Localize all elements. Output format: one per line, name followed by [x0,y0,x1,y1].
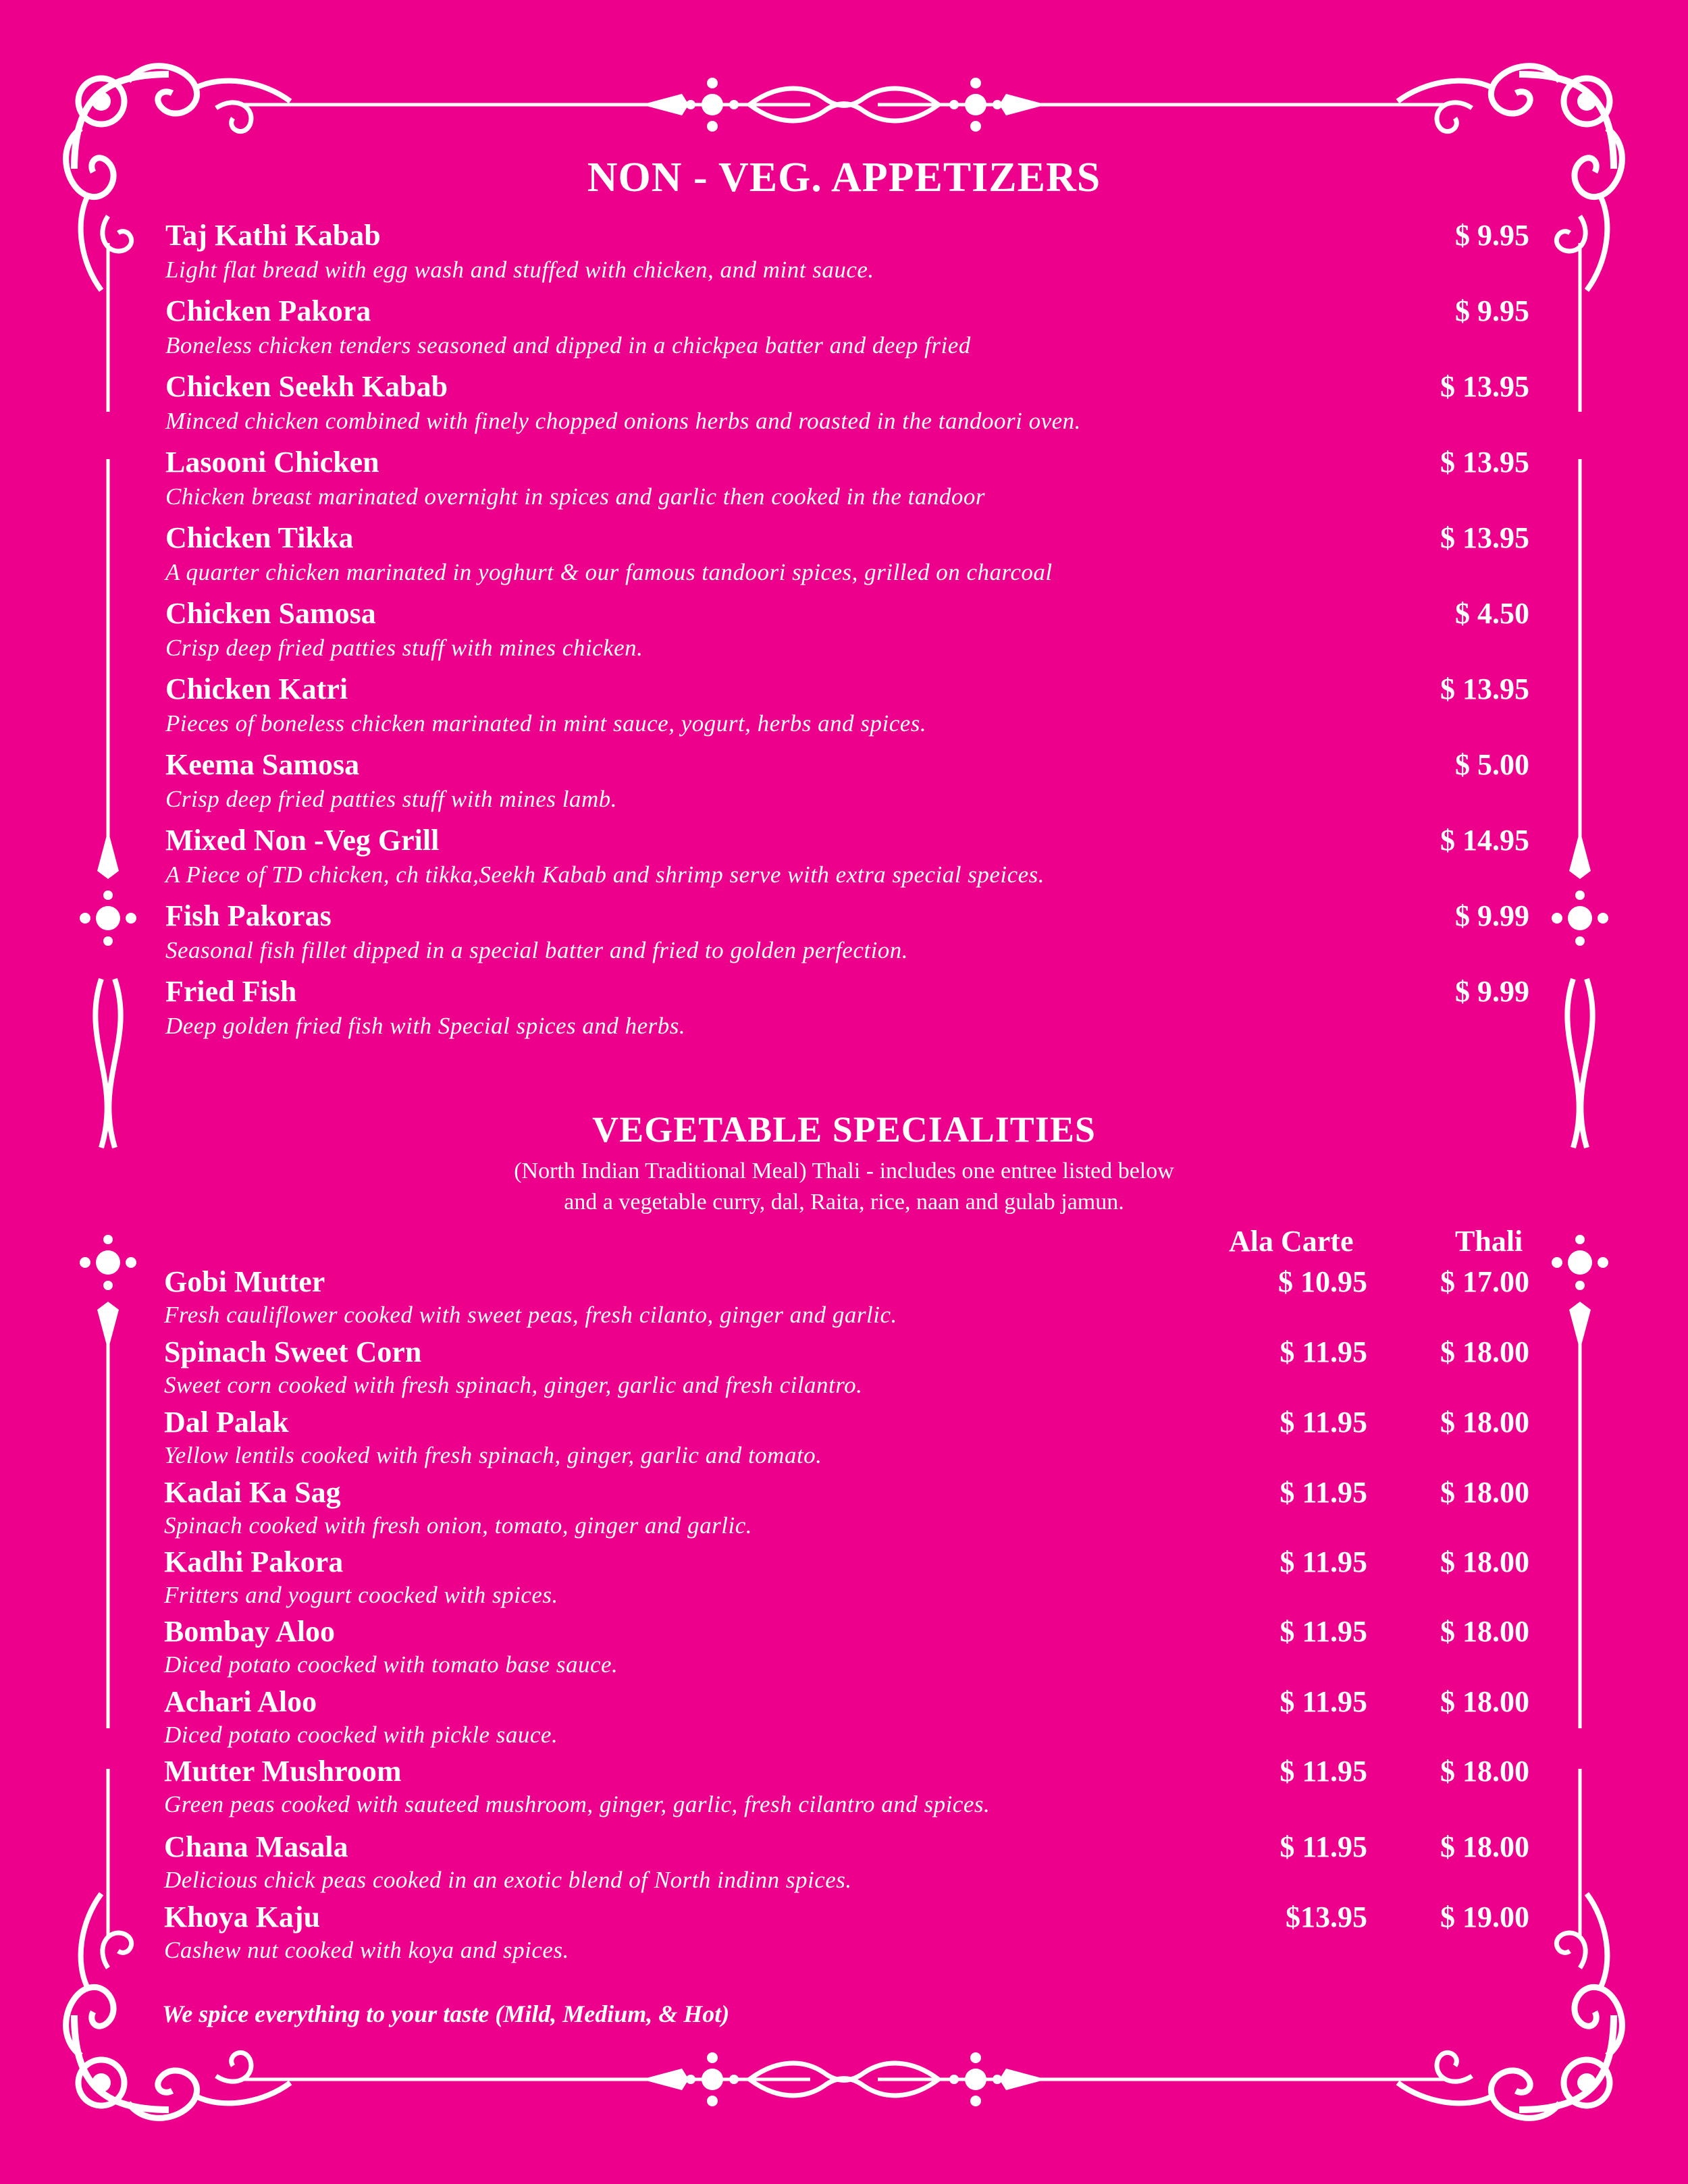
item-price-thali: $ 18.00 [1440,1545,1529,1578]
item-name: Kadai Ka Sag [164,1476,341,1509]
vegetable-item [164,1899,1529,1969]
vegetable-item [164,1684,1529,1754]
vegetable-item [164,1264,1529,1334]
item-price: $ 9.95 [1455,219,1529,252]
item-description: Light flat bread with egg wash and stuffed with chicken, and mint sauce. [165,257,874,283]
appetizer-item [165,898,1529,972]
item-description: A quarter chicken marinated in yoghurt & our famous tandoori spices, grilled on charcoal [165,559,1053,585]
item-name: Spinach Sweet Corn [164,1335,422,1368]
vegetable-item [164,1334,1529,1404]
appetizers-title: NON - VEG. APPETIZERS [587,155,1101,201]
item-price-thali: $ 18.00 [1440,1755,1529,1788]
item-description: A Piece of TD chicken, ch tikka,Seekh Kabab and shrimp serve with extra special speices. [165,861,1045,888]
vegetables-subtitle-line1: (North Indian Traditional Meal) Thali - includes one entree listed below [514,1158,1174,1183]
item-description: Crisp deep fried patties stuff with mines lamb. [165,786,618,812]
item-description: Sweet corn cooked with fresh spinach, ginger, garlic and fresh cilantro. [164,1372,863,1398]
item-name: Chicken Samosa [165,597,376,630]
item-price: $ 9.95 [1455,294,1529,327]
item-price: $ 5.00 [1455,748,1529,781]
item-price: $ 14.95 [1440,824,1529,857]
item-price-thali: $ 17.00 [1440,1265,1529,1298]
item-price-ala-carte: $ 11.95 [1280,1476,1367,1509]
item-description: Green peas cooked with sauteed mushroom, ginger, garlic, fresh cilantro and spices. [164,1791,991,1817]
item-price-ala-carte: $ 10.95 [1278,1265,1367,1298]
appetizer-item [165,671,1529,745]
item-description: Deep golden fried fish with Special spices and herbs. [165,1013,686,1039]
appetizer-item [165,595,1529,670]
item-price-ala-carte: $ 11.95 [1280,1406,1367,1439]
appetizer-item [165,369,1529,443]
appetizer-item [165,822,1529,897]
vegetable-item [164,1614,1529,1684]
item-price-ala-carte: $ 11.95 [1280,1335,1367,1368]
item-name: Khoya Kaju [164,1900,321,1934]
item-name: Mutter Mushroom [164,1755,402,1788]
appetizer-item [165,217,1529,292]
item-price-thali: $ 18.00 [1440,1476,1529,1509]
item-name: Fried Fish [165,975,297,1008]
item-price-thali: $ 19.00 [1440,1900,1529,1934]
item-name: Keema Samosa [165,748,360,781]
item-name: Chicken Seekh Kabab [165,370,448,403]
item-price-thali: $ 18.00 [1440,1406,1529,1439]
item-name: Bombay Aloo [164,1615,336,1648]
vegetable-item [164,1829,1529,1899]
item-name: Fish Pakoras [165,899,332,932]
item-price-ala-carte: $ 11.95 [1280,1685,1367,1718]
item-price-ala-carte: $ 11.95 [1280,1830,1367,1863]
item-description: Delicious chick peas cooked in an exotic blend of North indinn spices. [164,1867,852,1893]
item-name: Chicken Tikka [165,521,354,554]
vegetable-item [164,1753,1529,1823]
item-price-thali: $ 18.00 [1440,1335,1529,1368]
vegetable-item [164,1474,1529,1545]
appetizer-item [165,293,1529,367]
item-description: Crisp deep fried patties stuff with mines chicken. [165,635,643,661]
item-price-ala-carte: $ 11.95 [1280,1615,1367,1648]
item-price-thali: $ 18.00 [1440,1615,1529,1648]
item-price-thali: $ 18.00 [1440,1830,1529,1863]
item-name: Mixed Non -Veg Grill [165,824,440,857]
column-header-thali: Thali [1455,1225,1523,1258]
item-description: Fresh cauliflower cooked with sweet peas, fresh cilanto, ginger and garlic. [164,1302,897,1328]
appetizer-item [165,444,1529,518]
column-header-ala-carte: Ala Carte [1229,1225,1354,1258]
item-price: $ 4.50 [1455,597,1529,630]
item-price: $ 13.95 [1440,370,1529,403]
item-description: Seasonal fish fillet dipped in a special batter and fried to golden perfection. [165,937,909,963]
item-name: Gobi Mutter [164,1265,325,1298]
item-description: Boneless chicken tenders seasoned and dipped in a chickpea batter and deep fried [165,332,971,358]
item-price: $ 13.95 [1440,672,1529,705]
item-description: Chicken breast marinated overnight in spices and garlic then cooked in the tandoor [165,483,985,510]
item-price-ala-carte: $ 11.95 [1280,1545,1367,1578]
item-price-ala-carte: $ 11.95 [1280,1755,1367,1788]
item-price: $ 13.95 [1440,521,1529,554]
item-description: Pieces of boneless chicken marinated in mint sauce, yogurt, herbs and spices. [165,710,927,737]
item-name: Chicken Katri [165,672,348,705]
item-name: Dal Palak [164,1406,289,1439]
vegetable-item [164,1544,1529,1614]
item-price: $ 9.99 [1455,899,1529,932]
item-name: Lasooni Chicken [165,446,379,479]
item-description: Cashew nut cooked with koya and spices. [164,1937,569,1963]
vegetables-title: VEGETABLE SPECIALITIES [592,1109,1096,1150]
item-description: Minced chicken combined with finely chopped onions herbs and roasted in the tandoori oven. [165,408,1081,434]
item-price: $ 9.99 [1455,975,1529,1008]
item-description: Fritters and yogurt coocked with spices. [164,1582,558,1608]
item-description: Spinach cooked with fresh onion, tomato, ginger and garlic. [164,1512,753,1539]
item-description: Diced potato coocked with tomato base sauce. [164,1651,618,1678]
vegetable-item [164,1404,1529,1474]
item-name: Chicken Pakora [165,294,371,327]
item-description: Diced potato coocked with pickle sauce. [164,1722,558,1748]
appetizer-item [165,974,1529,1048]
item-description: Yellow lentils cooked with fresh spinach, ginger, garlic and tomato. [164,1442,822,1468]
item-price: $ 13.95 [1440,446,1529,479]
vegetables-subtitle-line2: and a vegetable curry, dal, Raita, rice, naan and gulab jamun. [564,1190,1124,1215]
item-name: Chana Masala [164,1830,348,1863]
item-name: Kadhi Pakora [164,1545,344,1578]
item-name: Achari Aloo [164,1685,317,1718]
appetizer-item [165,747,1529,821]
appetizer-item [165,520,1529,594]
item-name: Taj Kathi Kabab [165,219,381,252]
item-price-thali: $ 18.00 [1440,1685,1529,1718]
item-price-ala-carte: $13.95 [1286,1900,1367,1934]
spice-note: We spice everything to your taste (Mild, Medium, & Hot) [162,2000,730,2027]
